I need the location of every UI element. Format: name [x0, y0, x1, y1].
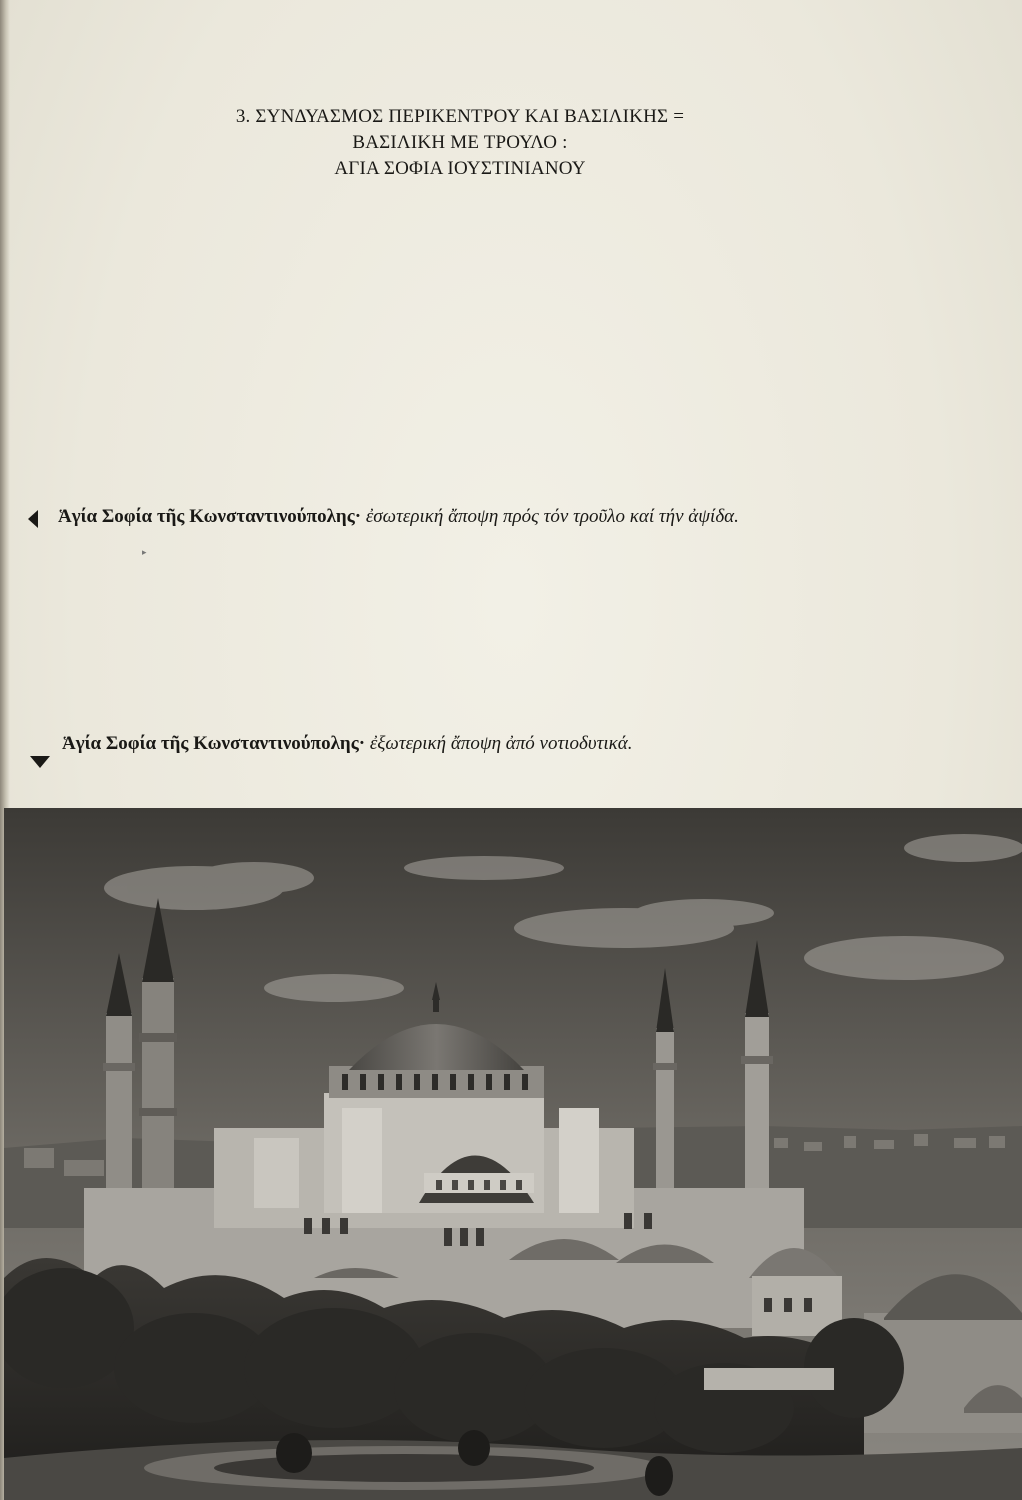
- section-heading: [160, 104, 760, 182]
- heading-line-1: 3. ΣΥΝΔΥΑΣΜΟΣ ΠΕΡΙΚΕΝΤΡΟΥ ΚΑΙ ΒΑΣΙΛΙΚΗΣ =: [235, 106, 685, 127]
- printing-speck: ▸: [142, 548, 147, 558]
- caption-1-description: ἐσωτερική ἄποψη πρός τόν τροῦλο καί τήν ἀψίδα.: [365, 506, 739, 527]
- caption-2-description: ἐξωτερική ἄποψη ἀπό νοτιοδυτικά.: [369, 733, 633, 754]
- caption-interior-view: [58, 506, 739, 528]
- heading-line-2: ΒΑΣΙΛΙΚΗ ΜΕ ΤΡΟΥΛΟ :: [352, 132, 568, 153]
- caption-1-name: Ἁγία Σοφία τῆς Κωνσταντινούπολης·: [58, 506, 362, 527]
- heading-line-3: ΑΓΙΑ ΣΟΦΙΑ ΙΟΥΣΤΙΝΙΑΝΟΥ: [334, 158, 586, 179]
- caption-exterior-view: [62, 733, 633, 755]
- caption-2-name: Ἁγία Σοφία τῆς Κωνσταντινούπολης·: [62, 733, 366, 754]
- arrow-left-icon: [28, 510, 38, 528]
- arrow-down-icon: [30, 756, 50, 768]
- hagia-sophia-exterior-photo: [4, 808, 1022, 1500]
